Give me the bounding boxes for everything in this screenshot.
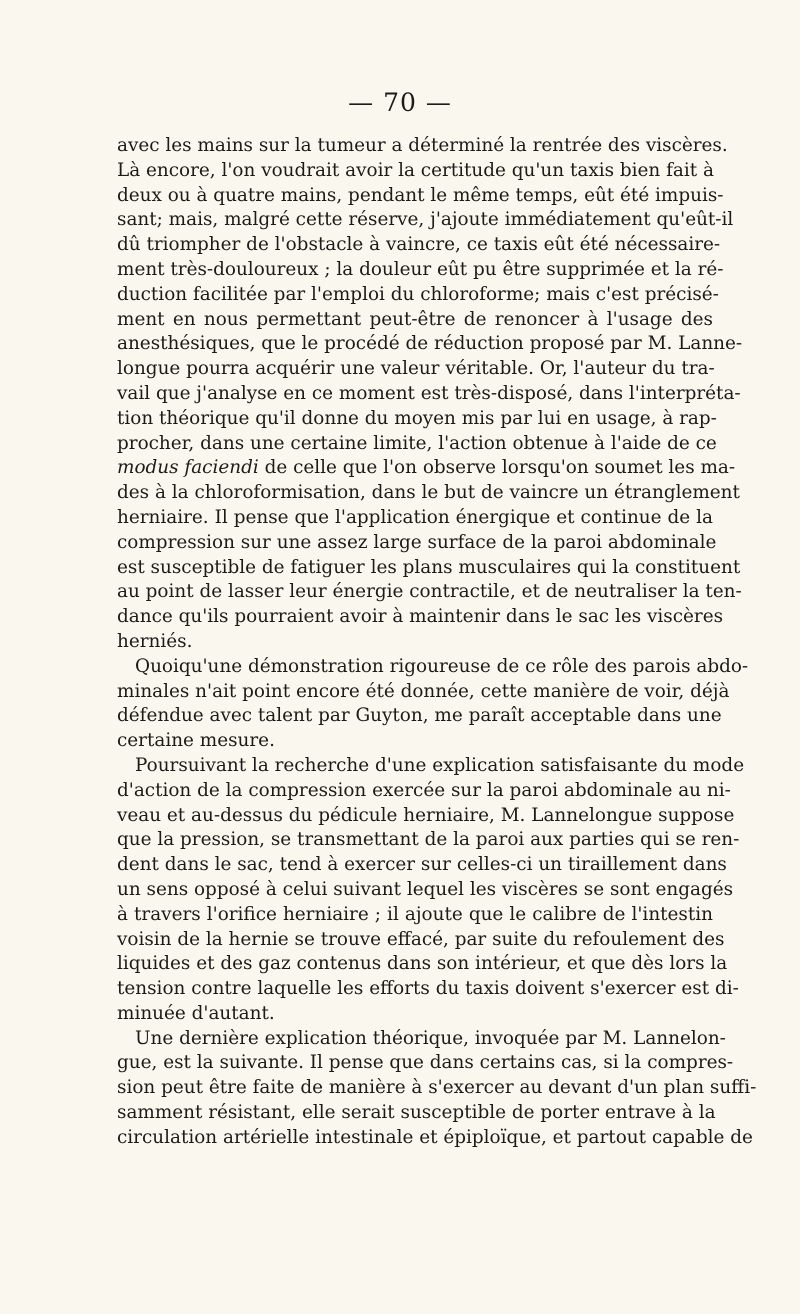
text-line: minuée d'autant. [117,1002,275,1024]
text-line: longue pourra acquérir une valeur véritable. Or, l'auteur du tra- [117,358,715,380]
text-line: sion peut être faite de manière à s'exercer au devant d'un plan suffi- [117,1077,757,1099]
text-line: dent dans le sac, tend à exercer sur celles-ci un tiraillement dans [117,854,727,876]
text-line: Une dernière explication théorique, invoquée par M. Lannelon- [135,1027,726,1049]
text-line: samment résistant, elle serait susceptible de porter entrave à la [117,1102,716,1124]
text-line: veau et au-dessus du pédicule herniaire, M. Lannelongue suppose [117,804,735,826]
text-line: au point de lasser leur énergie contractile, et de neutraliser la ten- [117,581,742,603]
text-line: procher, dans une certaine limite, l'action obtenue à l'aide de ce [117,432,717,454]
text-line: que la pression, se transmettant de la paroi aux parties qui se ren- [117,829,740,851]
text-line: duction facilitée par l'emploi du chloroforme; mais c'est précisé- [117,283,719,305]
text-line: certaine mesure. [117,730,275,752]
text-line: avec les mains sur la tumeur a déterminé la rentrée des viscères. [117,135,728,156]
text-line: herniés. [117,630,193,652]
text-line: deux ou à quatre mains, pendant le même temps, eût été impuis- [117,184,724,206]
text-line: dance qu'ils pourraient avoir à maintenir dans le sac les viscères [117,606,724,628]
text-line: Poursuivant la recherche d'une explication satisfaisante du mode [135,754,745,776]
text-line: voisin de la hernie se trouve effacé, par suite du refoulement des [117,928,725,950]
text-line: minales n'ait point encore été donnée, cette manière de voir, déjà [117,680,730,702]
text-line: un sens opposé à celui suivant lequel les viscères se sont engagés [117,878,734,900]
text-line: défendue avec talent par Guyton, me paraît acceptable dans une [117,705,722,727]
body-text [117,134,757,1151]
text-line: herniaire. Il pense que l'application énergique et continue de la [117,506,713,528]
text-line: tension contre laquelle les efforts du taxis doivent s'exercer est di- [117,978,739,1000]
text-line: ment très-douloureux ; la douleur eût pu être supprimée et la ré- [117,258,724,280]
text-line: liquides et des gaz contenus dans son intérieur, et que dès lors la [117,953,728,975]
text-line: vail que j'analyse en ce moment est très-disposé, dans l'interpréta- [117,382,741,404]
text-line: dû triompher de l'obstacle à vaincre, ce taxis eût été nécessaire- [117,234,721,256]
italic-line-rest: de celle que l'on observe lorsqu'on soumet les ma- [258,457,736,479]
text-line-italic [117,456,736,481]
text-line: gue, est la suivante. Il pense que dans certains cas, si la compres- [117,1052,734,1074]
text-line: ment en nous permettant peut-être de renoncer à l'usage des [117,308,713,330]
text-line: des à la chloroformisation, dans le but de vaincre un étranglement [117,482,740,504]
text-line: à travers l'orifice herniaire ; il ajoute que le calibre de l'intestin [117,903,713,925]
text-line: compression sur une assez large surface de la paroi abdominale [117,531,717,553]
text-line: Quoiqu'une démonstration rigoureuse de ce rôle des parois abdo- [135,655,749,677]
text-line: est susceptible de fatiguer les plans musculaires qui la constituent [117,556,741,578]
text-line: circulation artérielle intestinale et épiploïque, et partout capable de [117,1126,753,1148]
text-line: Là encore, l'on voudrait avoir la certitude qu'un taxis bien fait à [117,159,714,181]
text-line: tion théorique qu'il donne du moyen mis par lui en usage, à rap- [117,407,717,429]
text-line: sant; mais, malgré cette réserve, j'ajoute immédiatement qu'eût-il [117,209,734,231]
text-line: anesthésiques, que le procédé de réduction proposé par M. Lanne- [117,333,743,355]
page-number: — 70 — [348,88,452,117]
italic-phrase: modus faciendi [117,457,259,479]
text-line: d'action de la compression exercée sur la paroi abdominale au ni- [117,779,731,801]
